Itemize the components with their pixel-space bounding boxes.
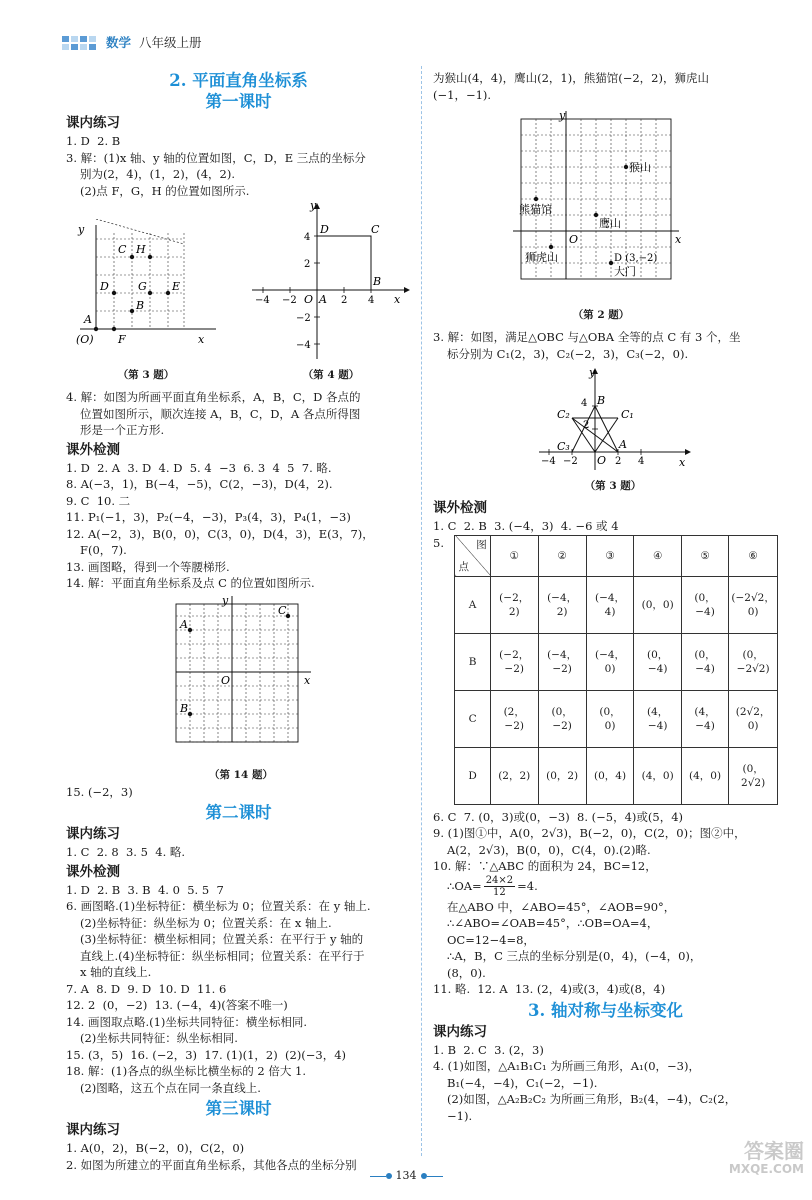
table-cell-text: 2) bbox=[508, 605, 520, 618]
answer-line: (2)点 F，G，H 的位置如图所示. bbox=[80, 183, 250, 198]
answer-line: (8，0). bbox=[447, 965, 486, 980]
answer-line: 8. A(−3，1)，B(−4，−5)，C(2，−3)，D(4，2). bbox=[66, 477, 333, 491]
watermark-text: 答案圈 bbox=[744, 1139, 804, 1163]
table-row bbox=[455, 633, 778, 690]
answer-line: OC=12−4=8， bbox=[447, 932, 535, 947]
answer-line: 11. P₁(−1，3)，P₂(−4，−3)，P₃(4，3)，P₄(1，−3) bbox=[66, 510, 351, 524]
fraction-numerator: 24×2 bbox=[485, 875, 514, 886]
fig3r-label-c3: C₃ bbox=[557, 440, 570, 453]
fig14-label-o: O bbox=[221, 673, 231, 687]
table-cell-text: (4， bbox=[647, 705, 669, 718]
answer-line: 1. D 2. A 3. D 4. D 5. 4 −3 6. 3 4 5 7. 略. bbox=[66, 460, 332, 475]
table-cell-text: 0) bbox=[604, 662, 616, 675]
fig14-label-b: B bbox=[180, 701, 189, 715]
fig2-label-o: O bbox=[569, 233, 579, 246]
fig2-label-monkey-hill: 猴山 bbox=[629, 161, 651, 174]
answer-line: 18. 解：(1)各点的纵坐标比横坐标的 2 倍大 1. bbox=[66, 1064, 306, 1078]
fig3r-tick: 4 bbox=[581, 398, 588, 409]
fig14-grid-diagram bbox=[166, 596, 326, 761]
fig2-label-x: x bbox=[675, 233, 682, 246]
table-corner-bottom: 点 bbox=[458, 560, 469, 573]
lesson-title: 第二课时 bbox=[205, 803, 272, 822]
table-cell-text: (−2， bbox=[499, 648, 530, 661]
fig4-tick: 4 bbox=[304, 232, 311, 243]
table-cell-text: (0， bbox=[694, 591, 716, 604]
table-row-label: A bbox=[455, 576, 490, 633]
table-cell bbox=[490, 690, 538, 747]
table-cell-text: −2) bbox=[552, 662, 572, 675]
answer-line: B₁(−4，−4)，C₁(−2，−1). bbox=[447, 1075, 598, 1090]
answer-line: 7. A 8. D 9. D 10. D 11. 6 bbox=[66, 981, 227, 996]
table-cell-text: (0， bbox=[551, 705, 573, 718]
fig3-label-d: D bbox=[100, 280, 109, 293]
table-cell-text: (0， bbox=[694, 648, 716, 661]
answer-line: 5. bbox=[433, 535, 444, 550]
table-cell-text: −4) bbox=[695, 719, 715, 732]
answer-line: 9. (1)图①中，A(0，2√3)，B(−2，0)，C(2，0)；图②中， bbox=[433, 826, 746, 840]
fraction-prefix: ∴OA= bbox=[447, 879, 482, 894]
table-cell bbox=[586, 633, 634, 690]
table-cell bbox=[681, 576, 728, 633]
section-title: 2. 平面直角坐标系 bbox=[169, 71, 308, 90]
fig4-axes-diagram bbox=[244, 199, 412, 364]
answer-line: 1. B 2. C 3. (2，3) bbox=[433, 1042, 544, 1057]
table-cell-text: (−4， bbox=[547, 648, 578, 661]
table-header-cell: ⑤ bbox=[681, 535, 728, 576]
fig4-tick: −4 bbox=[296, 340, 311, 351]
table-corner-cell bbox=[455, 535, 490, 576]
table-cell bbox=[538, 690, 586, 747]
page-number: 134 bbox=[395, 1169, 417, 1182]
fig4-tick: −4 bbox=[255, 295, 270, 306]
lesson-title: 第三课时 bbox=[205, 1099, 272, 1118]
figure-2 bbox=[433, 103, 778, 329]
fig3-grid-diagram bbox=[66, 219, 226, 354]
answer-table-q5 bbox=[454, 535, 778, 805]
table-cell bbox=[490, 747, 538, 804]
subsection-heading: 课内练习 bbox=[66, 826, 120, 842]
fig4-caption: （第 4 题） bbox=[302, 369, 360, 381]
fig3-triangles-diagram bbox=[533, 366, 693, 476]
answer-line: x 轴的直线上. bbox=[80, 965, 152, 979]
fig3-label-f: F bbox=[118, 333, 126, 346]
answer-line: 1. D 2. B 3. B 4. 0 5. 5 7 bbox=[66, 882, 224, 897]
fraction-line bbox=[433, 875, 778, 899]
table-cell-text: (0， bbox=[599, 705, 621, 718]
answer-line: 15. (−2，3) bbox=[66, 784, 133, 799]
table-cell bbox=[490, 633, 538, 690]
fig14-label-a: A bbox=[180, 617, 188, 631]
table-cell bbox=[586, 690, 634, 747]
fig4-label-d: D bbox=[320, 223, 329, 236]
header-grade: 八年级上册 bbox=[139, 34, 202, 50]
table-cell bbox=[490, 576, 538, 633]
table-cell bbox=[681, 633, 728, 690]
table-cell bbox=[586, 747, 634, 804]
fig2-label-y: y bbox=[559, 109, 566, 122]
fig3-label-e: E bbox=[172, 280, 181, 293]
answer-line: ∴A，B，C 三点的坐标分别是(0，4)，(−4，0)， bbox=[447, 949, 702, 963]
subsection-heading: 课外检测 bbox=[66, 441, 120, 458]
figures-3-4 bbox=[66, 199, 411, 389]
table-cell-text: 2) bbox=[556, 605, 568, 618]
answer-line: 12. 2 (0，−2) 13. (−4，4)(答案不唯一) bbox=[66, 998, 288, 1012]
table-header-cell: ② bbox=[538, 535, 586, 576]
table-cell-text: −4) bbox=[695, 605, 715, 618]
answer-line: ∴∠ABO=∠OAB=45°，∴OB=OA=4， bbox=[447, 916, 659, 930]
header-subject: 数学 bbox=[106, 34, 132, 50]
fig3r-label-o: O bbox=[597, 454, 607, 467]
fig3-label-b: B bbox=[136, 299, 145, 312]
table-cell-text: (−4， bbox=[594, 648, 626, 661]
table-cell-text: (−2， bbox=[499, 591, 530, 604]
fig3-label-g: G bbox=[138, 280, 147, 293]
page-footer bbox=[0, 1168, 812, 1185]
fig3r-label-x: x bbox=[679, 456, 686, 469]
fig4-label-y: y bbox=[310, 199, 317, 212]
header-logo-icon bbox=[62, 36, 96, 50]
table-cell-text: (0，2) bbox=[546, 769, 579, 782]
table-row bbox=[455, 576, 778, 633]
answer-line: 1. C 2. 8 3. 5 4. 略. bbox=[66, 845, 186, 859]
table-cell bbox=[681, 690, 728, 747]
fraction-denominator: 12 bbox=[493, 887, 506, 898]
fig3r-caption: （第 3 题） bbox=[584, 480, 642, 492]
right-column bbox=[433, 70, 778, 1124]
answer-line: (2)坐标特征：纵坐标为 0；位置关系：在 x 轴上. bbox=[80, 915, 332, 930]
fig2-map-grid bbox=[511, 109, 691, 304]
answer-line: 4. (1)如图，△A₁B₁C₁ 为所画三角形，A₁(0，−3)， bbox=[433, 1059, 700, 1073]
answer-line: 3. 解：如图，满足△OBC 与△OBA 全等的点 C 有 3 个，坐 bbox=[433, 330, 741, 344]
table-header-cell: ⑥ bbox=[729, 535, 778, 576]
fig3r-tick: 2 bbox=[615, 456, 622, 467]
table-cell-text: 2√2) bbox=[741, 776, 766, 789]
table-row bbox=[455, 747, 778, 804]
table-cell-text: (−4， bbox=[594, 591, 626, 604]
table-cell-text: (−2√2， bbox=[731, 591, 775, 604]
fig3r-label-y: y bbox=[589, 366, 596, 379]
subsection-heading: 课外检测 bbox=[433, 500, 487, 516]
fig3r-tick: 4 bbox=[638, 456, 645, 467]
table-cell-text: (−4， bbox=[547, 591, 578, 604]
column-divider bbox=[421, 66, 422, 1156]
table-row-label: C bbox=[455, 690, 490, 747]
answer-line: 4. 解：如图为所画平面直角坐标系，A，B，C，D 各点的 bbox=[66, 390, 361, 404]
fig2-caption: （第 2 题） bbox=[572, 309, 630, 321]
answer-line: A(2，2√3)，B(0，0)，C(4，0).(2)略. bbox=[447, 842, 651, 857]
table-cell-text: (0， bbox=[647, 648, 669, 661]
answer-line: (2)如图，△A₂B₂C₂ 为所画三角形，B₂(4，−4)，C₂(2， bbox=[447, 1092, 737, 1106]
answer-line: 9. C 10. 二 bbox=[66, 493, 131, 508]
table-row bbox=[455, 690, 778, 747]
answer-line: 2. 如图为所建立的平面直角坐标系，其他各点的坐标分别 bbox=[66, 1157, 357, 1172]
table-cell-text: (4，0) bbox=[689, 769, 722, 782]
fig3r-label-a: A bbox=[619, 438, 627, 451]
table-cell-text: 0) bbox=[604, 719, 616, 732]
table-cell-text: (0， bbox=[742, 762, 764, 775]
answer-line: 1. A(0，2)，B(−2，0)，C(2，0) bbox=[66, 1141, 245, 1155]
fig3-label-y: y bbox=[78, 223, 85, 236]
section-title: 3. 轴对称与坐标变化 bbox=[528, 1000, 683, 1020]
fig4-label-b: B bbox=[373, 275, 382, 288]
table-cell-text: −2) bbox=[552, 719, 572, 732]
table-cell-text: −2√2) bbox=[736, 662, 770, 675]
table-cell-text: (2， bbox=[503, 705, 525, 718]
fig14-label-y: y bbox=[222, 595, 229, 607]
table-cell-text: (0，4) bbox=[594, 769, 627, 782]
table-row-label: B bbox=[455, 633, 490, 690]
fig14-label-c: C bbox=[278, 603, 287, 617]
fig14-caption: （第 14 题） bbox=[209, 768, 273, 781]
table-cell-text: (0， bbox=[742, 648, 764, 661]
fig3r-tick: −4 bbox=[541, 456, 556, 467]
answer-line: 为猴山(4，4)，鹰山(2，1)，熊猫馆(−2，2)，狮虎山 bbox=[433, 71, 709, 85]
answer-line: 别为(2，4)，(1，2)，(4，2). bbox=[80, 167, 235, 181]
answer-line: 10. 解：∵△ABC 的面积为 24，BC=12， bbox=[433, 859, 657, 873]
answer-line: 3. 解：(1)x 轴、y 轴的位置如图，C，D，E 三点的坐标分 bbox=[66, 150, 366, 165]
fig3r-tick: 2 bbox=[583, 420, 590, 431]
answer-line: 14. 解：平面直角坐标系及点 C 的位置如图所示. bbox=[66, 576, 315, 590]
fig2-label-gate: 大门 bbox=[614, 265, 636, 278]
table-cell bbox=[586, 576, 634, 633]
fig4-tick: −2 bbox=[282, 295, 297, 306]
subsection-heading: 课外检测 bbox=[66, 863, 120, 880]
answer-line: F(0，7). bbox=[80, 543, 127, 557]
table-cell bbox=[729, 747, 778, 804]
answer-line: 在△ABO 中，∠ABO=45°，∠AOB=90°， bbox=[447, 899, 676, 914]
table-cell-text: −4) bbox=[647, 719, 668, 732]
fig3-label-x: x bbox=[198, 333, 205, 346]
table-cell-text: 4) bbox=[604, 605, 616, 618]
page-header bbox=[62, 34, 202, 52]
answer-line: 15. (3，5) 16. (−2，3) 17. (1)(1，2) (2)(−3，4) bbox=[66, 1047, 347, 1062]
fig2-label-panda-house: 熊猫馆 bbox=[519, 203, 552, 216]
table-cell bbox=[538, 747, 586, 804]
answer-line: 13. 画图略，得到一个等腰梯形. bbox=[66, 559, 230, 574]
fraction bbox=[484, 875, 515, 898]
fig3r-label-b: B bbox=[597, 394, 606, 407]
fig2-label-eagle-hill: 鹰山 bbox=[599, 217, 621, 230]
table-cell bbox=[729, 576, 778, 633]
figure-14 bbox=[66, 592, 411, 784]
table-cell bbox=[681, 747, 728, 804]
fig4-tick: −2 bbox=[296, 313, 311, 324]
fig4-tick: 2 bbox=[341, 295, 348, 306]
table-header-cell: ③ bbox=[586, 535, 634, 576]
subsection-heading: 课内练习 bbox=[66, 1122, 120, 1138]
answer-line: −1). bbox=[447, 1108, 473, 1123]
answer-line: 12. A(−2，3)，B(0，0)，C(3，0)，D(4，3)，E(3，7)， bbox=[66, 526, 374, 541]
fig3r-label-c1: C₁ bbox=[621, 408, 634, 421]
fig2-label-d: D (3,−2) bbox=[614, 253, 658, 264]
table-cell-text: (4， bbox=[694, 705, 716, 718]
table-cell-text: 0) bbox=[747, 719, 759, 732]
table-cell bbox=[729, 633, 778, 690]
table-cell-text: (4，0) bbox=[641, 769, 674, 782]
subsection-heading: 课内练习 bbox=[433, 1023, 487, 1040]
answer-line: (2)坐标共同特征：纵坐标相同. bbox=[80, 1031, 238, 1045]
answer-line: 形是一个正方形. bbox=[80, 423, 165, 437]
answer-line: 位置如图所示，顺次连接 A，B，C，D，A 各点所得图 bbox=[80, 406, 361, 421]
table-cell bbox=[538, 576, 586, 633]
answer-line: (−1，−1). bbox=[433, 87, 492, 102]
table-cell-text: (2√2， bbox=[735, 705, 771, 718]
table-cell bbox=[634, 576, 681, 633]
table-cell bbox=[729, 690, 778, 747]
answer-line: 6. 画图略.(1)坐标特征：横坐标为 0；位置关系：在 y 轴上. bbox=[66, 899, 371, 913]
table-cell-text: −4) bbox=[647, 662, 668, 675]
table-header-cell: ④ bbox=[634, 535, 681, 576]
table-cell-text: (2，2) bbox=[498, 769, 531, 782]
watermark bbox=[729, 1140, 804, 1176]
fig2-label-lion-hill: 狮虎山 bbox=[525, 251, 558, 264]
left-column bbox=[66, 70, 411, 1173]
table-cell-text: (0，0) bbox=[641, 598, 674, 611]
table-row-label: D bbox=[455, 747, 490, 804]
fig3-label-c: C bbox=[118, 243, 127, 256]
table-cell-text: 0) bbox=[747, 605, 759, 618]
answer-line: (2)图略，这五个点在同一条直线上. bbox=[80, 1080, 261, 1095]
answer-line: 标分别为 C₁(2，3)，C₂(−2，3)，C₃(−2，0). bbox=[447, 346, 689, 361]
table-cell-text: −4) bbox=[695, 662, 715, 675]
fig4-label-c: C bbox=[371, 223, 380, 236]
answer-line: 1. C 2. B 3. (−4，3) 4. −6 或 4 bbox=[433, 519, 619, 533]
answer-line: (3)坐标特征：横坐标相同；位置关系：在平行于 y 轴的 bbox=[80, 932, 364, 946]
table-header-cell: ① bbox=[490, 535, 538, 576]
table-cell bbox=[634, 690, 681, 747]
answer-line: 直线上.(4)坐标特征：纵坐标相同；位置关系：在平行于 bbox=[80, 948, 365, 963]
figure-3-right bbox=[433, 362, 778, 497]
subsection-heading: 课内练习 bbox=[66, 115, 120, 131]
answer-line: 11. 略. 12. A 13. (2，4)或(3，4)或(8，4) bbox=[433, 982, 666, 996]
fig4-label-a: A bbox=[319, 293, 327, 306]
fig3-label-o: (O) bbox=[76, 333, 94, 346]
lesson-title: 第一课时 bbox=[205, 92, 272, 111]
table-cell bbox=[634, 747, 681, 804]
table-corner-top: 图 bbox=[476, 538, 487, 551]
fig3-label-a: A bbox=[84, 313, 92, 326]
table-cell bbox=[538, 633, 586, 690]
answer-line: 1. D 2. B bbox=[66, 134, 121, 148]
table-cell-text: −2) bbox=[504, 719, 524, 732]
table-cell-text: −2) bbox=[504, 662, 524, 675]
answer-line: 6. C 7. (0，3)或(0，−3) 8. (−5，4)或(5，4) bbox=[433, 809, 684, 824]
fig3r-tick: −2 bbox=[563, 456, 578, 467]
fig14-label-x: x bbox=[304, 673, 311, 687]
fraction-suffix: =4. bbox=[517, 879, 538, 894]
fig3-caption: （第 3 题） bbox=[117, 369, 175, 381]
fig3r-label-c2: C₂ bbox=[557, 408, 570, 421]
fig3-label-h: H bbox=[136, 243, 146, 256]
fig4-tick: 4 bbox=[368, 295, 375, 306]
fig4-tick: 2 bbox=[304, 259, 311, 270]
answer-line: 14. 画图取点略.(1)坐标共同特征：横坐标相同. bbox=[66, 1014, 308, 1029]
watermark-url: MXQE.COM bbox=[728, 1162, 804, 1176]
table-cell bbox=[634, 633, 681, 690]
fig4-label-o: O bbox=[304, 293, 314, 306]
fig4-label-x: x bbox=[394, 293, 401, 306]
